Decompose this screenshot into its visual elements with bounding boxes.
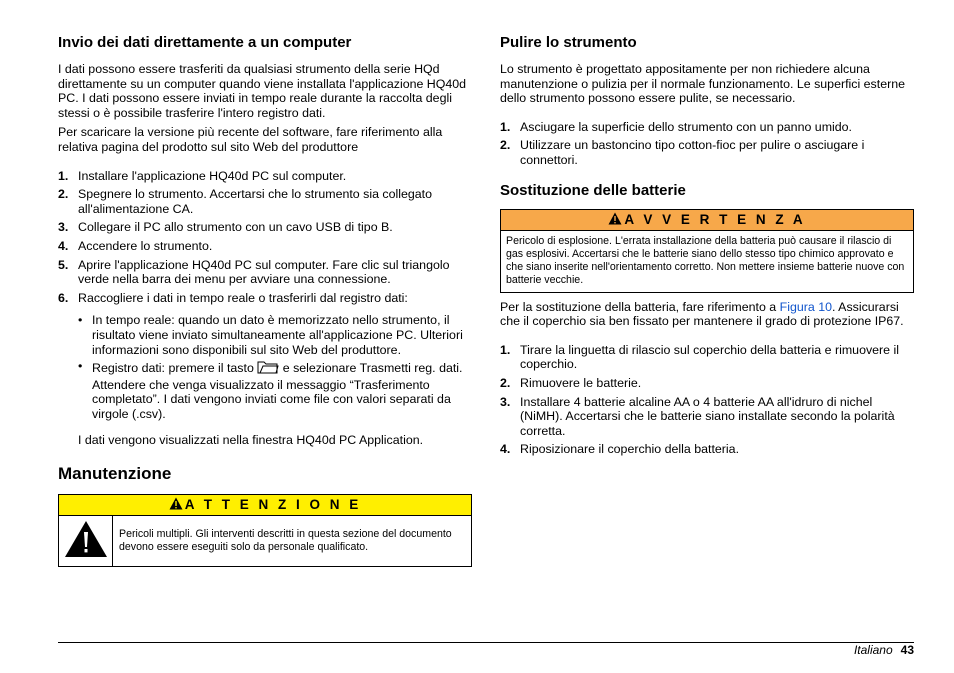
step-text: Installare l'applicazione HQ40d PC sul computer.	[78, 168, 347, 183]
step-text: Raccogliere i dati in tempo reale o trasferirli dal registro dati:	[78, 290, 408, 305]
footer-divider	[58, 642, 914, 643]
section-heading-maintenance: Manutenzione	[58, 464, 172, 484]
step-number: 2.	[500, 138, 511, 153]
list-item	[500, 395, 914, 439]
paragraph-send-intro: I dati possono essere trasferiti da qualsiasi strumento della serie HQd direttamente su un computer quando viene installata l'applicazione HQ40d PC. I dati possono essere inviati in tempo reale durante la raccolta degli stessi o è possibile trasferire l'intero registro dati.	[58, 62, 467, 120]
step-text: Aprire l'applicazione HQ40d PC sul computer. Fare clic sul triangolo verde nella barra dei menu per avviare una connessione.	[78, 257, 450, 287]
list-item	[58, 258, 472, 287]
step-text: Riposizionare il coperchio della batteria.	[520, 442, 740, 457]
attention-header	[59, 495, 471, 516]
list-item	[500, 138, 914, 167]
step-text: Asciugare la superficie dello strumento con un panno umido.	[520, 119, 852, 134]
folder-key-icon	[257, 359, 279, 378]
warning-triangle-icon	[169, 496, 183, 515]
step-text: Accendere lo strumento.	[78, 238, 213, 253]
transfer-options-list	[58, 313, 472, 421]
paragraph-clean-intro: Lo strumento è progettato appositamente per non richiedere alcuna manutenzione o pulizia per il normale funzionamento. Le superfici esterne dello strumento possono essere pulite, se necessario.	[500, 62, 905, 106]
warning-triangle-icon	[608, 211, 622, 230]
warning-box	[500, 209, 914, 293]
step-text: Tirare la linguetta di rilascio sul coperchio della batteria e rimuovere il coperchio.	[520, 342, 900, 372]
list-item	[58, 239, 472, 254]
list-item	[500, 120, 914, 135]
page-footer	[854, 643, 914, 657]
step-number: 3.	[500, 394, 511, 409]
list-item	[58, 187, 472, 216]
step-number: 1.	[500, 342, 511, 357]
attention-text: Pericoli multipli. Gli interventi descritti in questa sezione del documento devono essere eseguiti solo da personale qualificato.	[119, 528, 452, 554]
bullet-text-datalog: Registro dati: premere il tasto e selezionare Trasmetti reg. dati. Attendere che venga visualizzato il messaggio “Trasferimento completato”. I dati vengono inviati come file con valori separati da virgole (.csv).	[92, 361, 463, 421]
step-text: Spegnere lo strumento. Accertarsi che lo strumento sia collegato all'alimentazione CA.	[78, 187, 433, 216]
list-item	[500, 343, 914, 372]
list-item: • In tempo reale: quando un dato è memorizzato nello strumento, il risultato viene inviato simultaneamente all'applicazione PC. Ulteriori informazioni sono disponibili sul sito Web del produttore.	[78, 313, 472, 357]
attention-body	[59, 516, 471, 566]
list-item	[500, 376, 914, 391]
step-text: Rimuovere le batterie.	[520, 375, 642, 390]
send-steps-list	[58, 169, 472, 306]
page-number: 43	[900, 643, 914, 657]
step-number: 4.	[500, 442, 511, 457]
right-column	[500, 30, 914, 461]
warning-header	[501, 210, 913, 231]
section-heading-batteries: Sostituzione delle batterie	[500, 181, 686, 199]
step-text: Collegare il PC allo strumento con un cavo USB di tipo B.	[78, 220, 393, 235]
icon-cell	[59, 516, 113, 566]
step-number: 1.	[500, 119, 511, 134]
list-item	[58, 220, 472, 235]
step-number: 4.	[58, 238, 69, 253]
figure-link[interactable]: Figura 10	[779, 299, 832, 314]
warning-title: A V V E R T E N Z A	[624, 211, 806, 227]
footer-language: Italiano	[853, 643, 893, 657]
attention-title: A T T E N Z I O N E	[184, 497, 362, 513]
paragraph-battery-intro: Per la sostituzione della batteria, fare riferimento a Figura 10. Assicurarsi che il coperchio sia ben fissato per mantenere il grado di protezione IP67.	[500, 299, 904, 329]
step-text: Installare 4 batterie alcaline AA o 4 batterie AA all'idruro di nichel (NiMH). Accertarsi che le batterie siano installate secondo la polarità corretta.	[520, 394, 895, 438]
exclamation-triangle-icon	[64, 520, 108, 563]
section-heading-send-data: Invio dei dati direttamente a un computer	[58, 34, 352, 51]
list-item	[500, 442, 914, 457]
bullet-text-realtime: In tempo reale: quando un dato è memorizzato nello strumento, il risultato viene inviato simultaneamente all'applicazione PC. Ulteriori informazioni sono disponibili sul sito Web del produttore.	[92, 313, 463, 357]
step-number: 6.	[58, 290, 69, 305]
attention-box	[58, 494, 472, 567]
step-number: 1.	[58, 168, 69, 183]
list-item: • Registro dati: premere il tasto e selezionare Trasmetti reg. dati. Attendere che venga visualizzato il messaggio “Trasferimento completato”. I dati vengono inviati come file con valori separati da virgole (.csv).	[78, 359, 472, 421]
list-item	[58, 169, 472, 184]
warning-text: Pericolo di esplosione. L'errata installazione della batteria può causare il rilascio di gas esplosivi. Accertarsi che le batterie siano dello stesso tipo chimico approvato e che siano inserite nell'orientamento corretto. Non mettere insieme batterie nuove con batterie vecchie.	[506, 234, 905, 286]
step-text: Utilizzare un bastoncino tipo cotton-fioc per pulire o asciugare i connettori.	[520, 138, 865, 167]
paragraph-data-displayed: I dati vengono visualizzati nella finestra HQ40d PC Application.	[78, 433, 424, 448]
left-column	[58, 30, 472, 567]
step-number: 2.	[500, 375, 511, 390]
clean-steps-list	[500, 120, 914, 168]
list-item	[58, 291, 472, 306]
paragraph-download: Per scaricare la versione più recente del software, fare riferimento alla relativa pagina del prodotto sul sito Web del produttore	[58, 125, 443, 154]
battery-steps-list	[500, 343, 914, 457]
section-heading-clean: Pulire lo strumento	[500, 34, 637, 51]
step-number: 3.	[58, 220, 69, 235]
step-number: 2.	[58, 187, 69, 202]
step-number: 5.	[58, 257, 69, 272]
